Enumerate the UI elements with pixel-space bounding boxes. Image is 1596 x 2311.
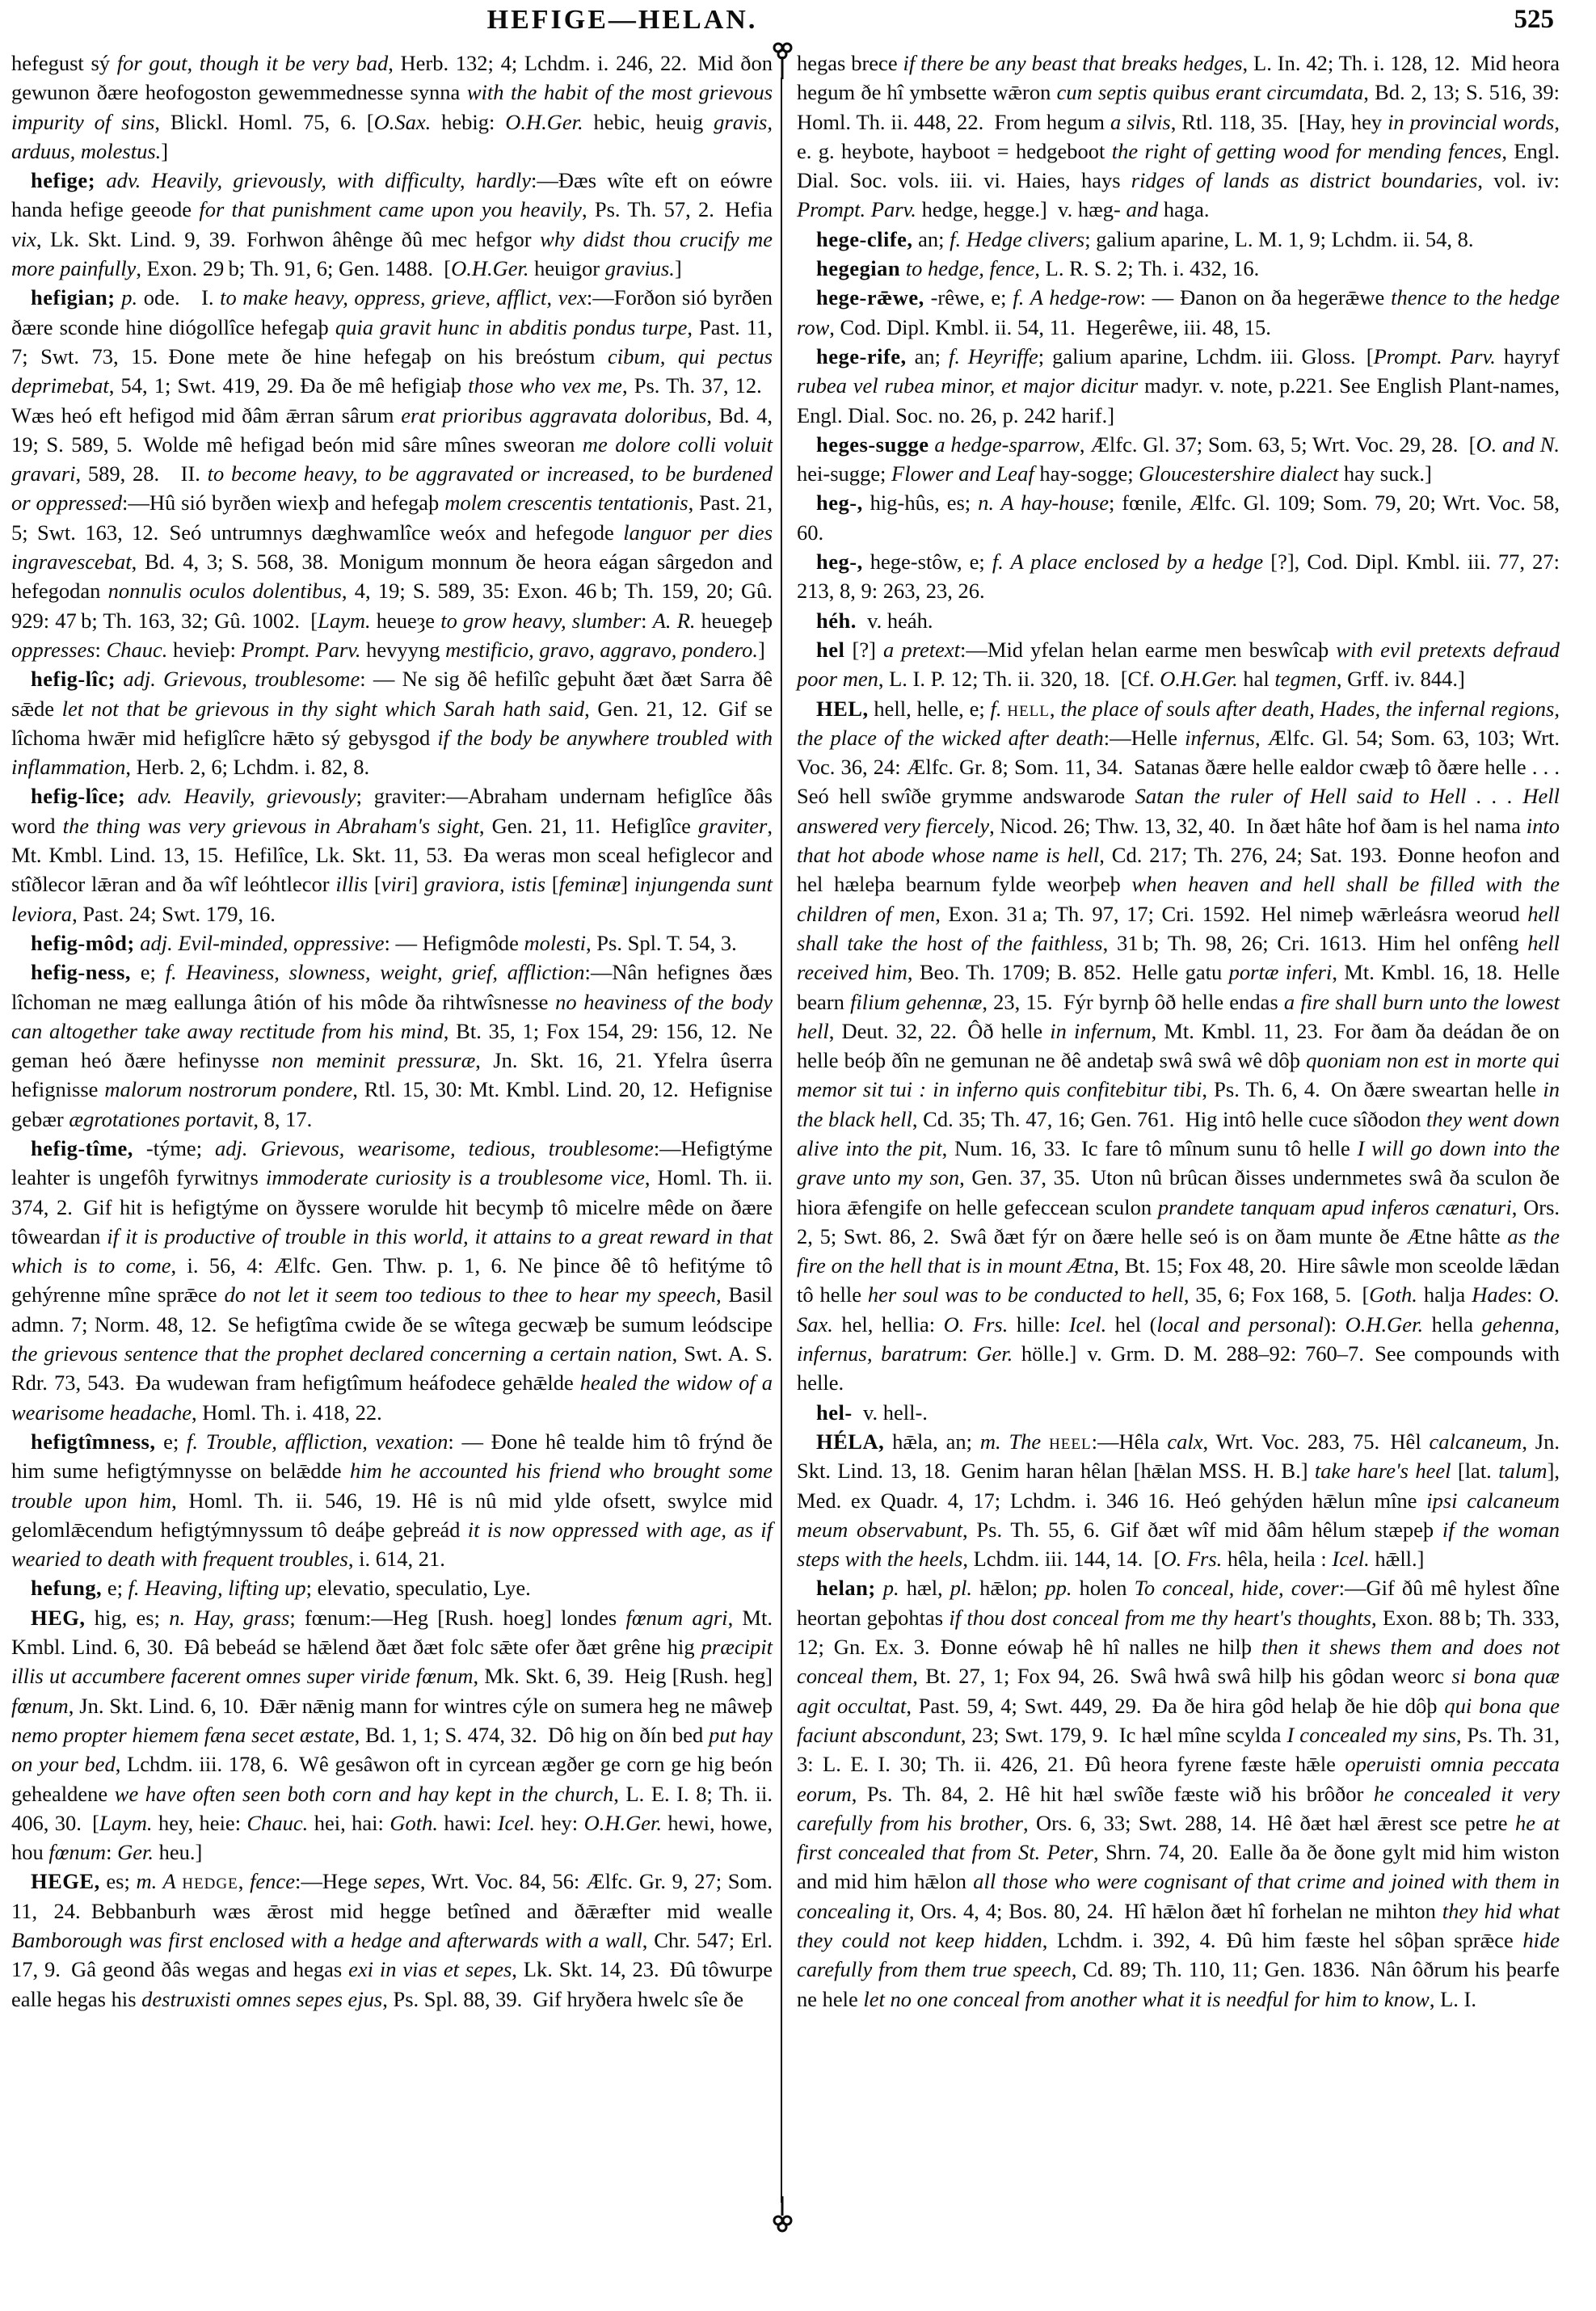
dictionary-entry: hel [?] a pretext:—Mid yfelan helan earme men beswîcaþ with evil pretexts defraud poor men, L. I. P. 12; Th. ii. 320, 18. [Cf. O.H.Ger. hal tegmen, Grff. iv. 844.] [797,637,1560,692]
left-column [11,48,773,2014]
dictionary-entry: heg-, hig-hûs, es; n. A hay-house; fœnile, Ælfc. Gl. 109; Som. 79, 20; Wrt. Voc. 58, 60. [797,490,1560,545]
dictionary-entry: hege-clife, an; f. Hedge clivers; galium aparine, L. M. 1, 9; Lchdm. ii. 54, 8. [816,226,1474,251]
dictionary-entry: HÉLA, hǣla, an; m. The heel:—Hêla calx, Wrt. Voc. 283, 75. Hêl calcaneum, Jn. Skt. Lind. 13, 18. Genim haran hêlan [hǣlan MSS. H. B.] take hare's heel [lat. talum], Med. ex Quadr. 4, 17; Lchdm. i. 346 16. Heó gehýden hǣlun mîne ipsi calcaneum meum observabunt, Ps. Th. 55, 6. Gif ðæt wîf mid ðâm hêlum stæpeþ if the woman steps with the heels, Lchdm. iii. 144, 14. [O. Frs. hêla, heila : Icel. hǣll.] [797,1429,1560,1572]
dictionary-entry: HEG, hig, es; n. Hay, grass; fœnum:—Heg [Rush. hoeg] londes fœnum agri, Mt. Kmbl. Lind. 6, 30. Ðâ bebeád se hǣlend ðæt ðæt folc sǣte ofer ðæt grêne hig præcipit illis ut accumbere facerent omnes super viride fœnum, Mk. Skt. 6, 39. Heig [Rush. heg] fœnum, Jn. Skt. Lind. 6, 10. Ðǣr nǣnig mann for wintres cýle on sumera heg ne mâweþ nemo propter hiemem fæna secet æstate, Bd. 1, 1; S. 474, 32. Dô hig on ðín bed put hay on your bed, Lchdm. iii. 178, 6. Wê gesâwon oft in cyrcean ægðer ge corn ge hig beón gehealdene we have often seen both corn and hay kept in the church, L. E. I. 8; Th. ii. 406, 30. [Laym. hey, heie: Chauc. hei, hai: Goth. hawi: Icel. hey: O.H.Ger. hewi, howe, hou fœnum: Ger. heu.] [11,1605,773,1865]
entry-continuation: hegas brece if there be any beast that breaks hedges, L. In. 42; Th. i. 128, 12. Mid heora hegum ðe hî ymbsette wǣron cum septis quibus erant circumdata, Bd. 2, 13; S. 516, 39: Homl. Th. ii. 448, 22. From hegum a silvis, Rtl. 118, 35. [Hay, hey in provincial words, e. g. heybote, hayboot = hedgeboot the right of getting wood for mending fences, Engl. Dial. Soc. vols. iii. vi. Haies, hays ridges of lands as district boundaries, vol. iv: Prompt. Parv. hedge, hegge.] v. hæg- and haga. [797,51,1560,222]
dictionary-entry: hege-rife, an; f. Heyriffe; galium aparine, Lchdm. iii. Gloss. [Prompt. Parv. hayryf rubea vel rubea minor, et major dicitur madyr. v. note, p.221. See English Plant-names, Engl. Dial. Soc. no. 26, p. 242 harif.] [797,343,1560,427]
dictionary-entry: hefig-tîme, -týme; adj. Grievous, wearisome, tedious, troublesome:—Hefigtýme leahter is ungefôh fyrwitnys immoderate curiosity is a troublesome vice, Homl. Th. ii. 374, 2. Gif hit is hefigtýme on ðyssere worulde hit becymþ tô micelre mêde on ðære tôweardan if it is productive of trouble in this world, it attains to a great reward in that which is to come, i. 56, 4: Ælfc. Gen. Thw. p. 1, 6. Ne þince ðê tô hefitýme tô gehýrenne mîne sprǣce do not let it seem too tedious to thee to hear my speech, Basil admn. 7; Norm. 48, 12. Se hefigtîma cwide ðe se wîtega gecwæþ be sumum leódscipe the grievous sentence that the prophet declared concerning a certain nation, Swt. A. S. Rdr. 73, 543. Ða wudewan fram hefigtîmum heáfodece gehǣlde healed the widow of a wearisome headache, Homl. Th. i. 418, 22. [11,1135,773,1425]
dictionary-entry: hefigtîmness, e; f. Trouble, affliction, vexation: — Ðone hê tealde him tô frýnd ðe him sume hefigtýmnysse on belǣdde him he accounted his friend who brought some trouble upon him, Homl. Th. ii. 546, 19. Hê is nû mid ylde ofsett, swylce mid gelomlǣcendum hefigtýmnyssum tô deáþe geþreád it is now oppressed with age, as if wearied to death with frequent troubles, i. 614, 21. [11,1429,773,1572]
dictionary-entry: HEGE, es; m. A hedge, fence:—Hege sepes, Wrt. Voc. 84, 56: Ælfc. Gr. 9, 27; Som. 11, 24. Bebbanburh wæs ǣrost mid hegge betîned and ðǣræfter mid wealle Bamborough was first enclosed with a hedge and afterwards with a wall, Chr. 547; Erl. 17, 9. Gâ geond ðâs wegas and hegas exi in vias et sepes, Lk. Skt. 14, 23. Ðû tôwurpe ealle hegas his destruxisti omnes sepes ejus, Ps. Spl. 88, 39. Gif hryðera hwelc sîe ðe [11,1869,773,2011]
dictionary-entry: hefig-lîce; adv. Heavily, grievously; graviter:—Abraham undernam hefiglîce ðâs word the thing was very grievous in Abraham's sight, Gen. 21, 11. Hefiglîce graviter, Mt. Kmbl. Lind. 13, 15. Hefilîce, Lk. Skt. 11, 53. Ða weras mon sceal hefiglecor and stîðlecor lǣran and ða wîf leóhtlecor illis [viri] graviora, istis [feminæ] injungenda sunt leviora, Past. 24; Swt. 179, 16. [11,784,773,926]
dictionary-entry: heges-sugge a hedge-sparrow, Ælfc. Gl. 37; Som. 63, 5; Wrt. Voc. 29, 28. [O. and N. hei-sugge; Flower and Leaf hay-sogge; Gloucestershire dialect hay suck.] [797,431,1560,486]
dictionary-entry: hefig-môd; adj. Evil-minded, oppressive: — Hefigmôde molesti, Ps. Spl. T. 54, 3. [31,930,737,955]
dictionary-entry: hefig-lîc; adj. Grievous, troublesome: — Ne sig ðê hefilîc geþuht ðæt ðæt Sarra ðê sǣde let not that be grievous in thy sight which Sarah hath said, Gen. 21, 12. Gif se lîchoma hwǣr mid hefiglîcre hǣto sý gebysgod if the body be anywhere troubled with inflammation, Herb. 2, 6; Lchdm. i. 82, 8. [11,667,773,780]
dictionary-entry: hel- v. hell-. [816,1400,928,1425]
dictionary-entry: hege-rǣwe, -rêwe, e; f. A hedge-row: — Ðanon on ða hegerǣwe thence to the hedge row, Cod. Dipl. Kmbl. ii. 54, 11. Hegerêwe, iii. 48, 15. [797,285,1560,339]
dictionary-entry: hegegian to hedge, fence, L. R. S. 2; Th. i. 432, 16. [816,256,1260,281]
page-header [0,0,1596,45]
dictionary-entry: hefig-ness, e; f. Heaviness, slowness, weight, grief, affliction:—Nân hefignes ðæs lîchoman ne mæg eallunga âtión of his môde ða rihtwîsnesse no heaviness of the body can altogether take away rectitude from his mind, Bt. 35, 1; Fox 154, 29: 156, 12. Ne geman heó ðære hefinysse non meminit pressuræ, Jn. Skt. 16, 21. Yfelra ûserra hefignisse malorum nostrorum pondere, Rtl. 15, 30: Mt. Kmbl. Lind. 20, 12. Hefignise gebær ægrotationes portavit, 8, 17. [11,960,773,1131]
entry-continuation: hefegust sý for gout, though it be very bad, Herb. 132; 4; Lchdm. i. 246, 22. Mid ðon gewunon ðære heofogoston gewemmednesse synna with the habit of the most grievous impurity of sins, Blickl. Homl. 75, 6. [O.Sax. hebig: O.H.Ger. hebic, heuig gravis, arduus, molestus.] [11,51,773,163]
dictionary-entry: hefung, e; f. Heaving, lifting up; elevatio, speculatio, Lye. [31,1576,531,1601]
dictionary-entry: hefigian; p. ode. I. to make heavy, oppress, grieve, afflict, vex:—Forðon sió byrðen ðære sconde hine diógollîce hefegaþ quia gravit hunc in abditis pondus turpe, Past. 11, 7; Swt. 73, 15. Ðone mete ðe hine hefegaþ on his breóstum cibum, qui pectus deprimebat, 54, 1; Swt. 419, 29. Ða ðe mê hefigiaþ those who vex me, Ps. Th. 37, 12. Wæs heó eft hefigod mid ðâm ǣrran sârum erat prioribus aggravata doloribus, Bd. 4, 19; S. 589, 5. Wolde mê hefigad beón mid sâre mînes sweoran me dolore colli voluit gravari, 589, 28. II. to become heavy, to be aggravated or increased, to be burdened or oppressed:—Hû sió byrðen wiexþ and hefegaþ molem crescentis tentationis, Past. 21, 5; Swt. 163, 12. Seó untrumnys dæghwamlîce weóx and hefegode languor per dies ingravescebat, Bd. 4, 3; S. 568, 38. Monigum monnum ðe heora eágan sârgedon and hefegodan nonnulis oculos dolentibus, 4, 19; S. 589, 35: Exon. 46 b; Th. 159, 20; Gû. 929: 47 b; Th. 163, 32; Gû. 1002. [Laym. heueȝe to grow heavy, slumber: A. R. heuegeþ oppresses: Chauc. hevieþ: Prompt. Parv. hevyyng mestificio, gravo, aggravo, pondero.] [11,285,773,662]
printer-ornament-icon [770,42,794,79]
printer-ornament-icon [770,2196,794,2233]
dictionary-entry: helan; p. hæl, pl. hǣlon; pp. holen To conceal, hide, cover:—Gif ðû mê hylest ðîne heortan geþohtas if thou dost conceal from me thy heart's thoughts, Exon. 88 b; Th. 333, 12; Gn. Ex. 3. Ðonne eówaþ hê hî nalles ne hilþ then it shews them and does not conceal them, Bt. 27, 1; Fox 94, 26. Swâ hwâ swâ hilþ his gôdan weorc si bona quæ agit occultat, Past. 59, 4; Swt. 449, 29. Ða ðe hira gôd helaþ ðe hie dôþ qui bona que faciunt abscondunt, 23; Swt. 179, 9. Ic hæl mîne scylda I concealed my sins, Ps. Th. 31, 3: L. E. I. 30; Th. ii. 426, 21. Ðû heora fyrene fæste hǣle operuisti omnia peccata eorum, Ps. Th. 84, 2. Hê hit hæl swîðe fæste wið his brôðor he concealed it very carefully from his brother, Ors. 6, 33; Swt. 288, 14. Hê ðæt hæl ǣrest sce petre he at first concealed that from St. Peter, Shrn. 74, 20. Ealle ða ðe ðone gylt mid him wiston and mid him hǣlon all those who were cognisant of that crime and joined with them in concealing it, Ors. 4, 4; Bos. 80, 24. Hî hǣlon ðæt hî forhelan ne mihton they hid what they could not keep hidden, Lchdm. i. 392, 4. Ðû him fæste hel sôþan sprǣce hide carefully from them true speech, Cd. 89; Th. 110, 11; Gen. 1836. Nân ôðrum his þearfe ne hele let no one conceal from another what it is needful for him to know, L. I. [797,1576,1560,2011]
right-column [797,48,1560,2014]
column-divider-rule [781,78,782,2203]
page-title: HEFIGE—HELAN. [486,5,758,35]
dictionary-entry: hefige; adv. Heavily, grievously, with difficulty, hardly:—Ðæs wîte eft on eówre handa hefige geeode for that punishment came upon you heavily, Ps. Th. 57, 2. Hefia vix, Lk. Skt. Lind. 9, 39. Forhwon âhênge ðû mec hefgor why didst thou crucify me more painfully, Exon. 29 b; Th. 91, 6; Gen. 1488. [O.H.Ger. heuigor gravius.] [11,168,773,281]
page-number: 525 [1514,5,1554,34]
dictionary-entry: HEL, hell, helle, e; f. hell, the place of souls after death, Hades, the infernal regions, the place of the wicked after death:—Helle infernus, Ælfc. Gl. 54; Som. 63, 103; Wrt. Voc. 36, 24: Ælfc. Gr. 8; Som. 11, 34. Satanas ðære helle ealdor cwæþ tô ðære helle . . . Seó hell swîðe grymme andswarode Satan the ruler of Hell said to Hell . . . Hell answered very fiercely, Nicod. 26; Thw. 13, 32, 40. In ðæt hâte hof ðam is hel nama into that hot abode whose name is hell, Cd. 217; Th. 276, 24; Sat. 193. Ðonne heofon and hel hæleþa bearnum fylde weorþeþ when heaven and hell shall be filled with the children of men, Exon. 31 a; Th. 97, 17; Cri. 1592. Hel nimeþ wǣrleásra weorud hell shall take the host of the faithless, 31 b; Th. 98, 26; Cri. 1613. Him hel onfêng hell received him, Beo. Th. 1709; B. 852. Helle gatu portæ inferi, Mt. Kmbl. 16, 18. Helle bearn filium gehennæ, 23, 15. Fýr byrnþ ôð helle endas a fire shall burn unto the lowest hell, Deut. 32, 22. Ôð helle in infernum, Mt. Kmbl. 11, 23. For ðam ða deádan ðe on helle beóþ ðîn ne gemunan ne ðê andetaþ swâ swâ wê dôþ quoniam non est in morte qui memor sit tui : in inferno quis confitebitur tibi, Ps. Th. 6, 4. On ðære sweartan helle in the black hell, Cd. 35; Th. 47, 16; Gen. 761. Hig intô helle cuce sîðodon they went down alive into the pit, Num. 16, 33. Ic fare tô mînum sunu tô helle I will go down into the grave unto my son, Gen. 37, 35. Uton nû brûcan ðisses undernmetes swâ ða sculon ðe hiora ǣfengife on helle gefeccean sculon prandete tanquam apud inferos cænaturi, Ors. 2, 5; Swt. 86, 2. Swâ ðæt fýr on ðære helle seó is on ðam munte ðe Ætne hâtte as the fire on the hell that is in mount Ætna, Bt. 15; Fox 48, 20. Hire sâwle mon sceolde lǣdan tô helle her soul was to be conducted to hell, 35, 6; Fox 168, 5. [Goth. halja Hades: O. Sax. hel, hellia: O. Frs. hille: Icel. hel (local and personal): O.H.Ger. hella gehenna, infernus, baratrum: Ger. hölle.] v. Grm. D. M. 288–92: 760–7. See compounds with helle. [797,696,1560,1395]
dictionary-entry: héh. v. heáh. [816,608,933,633]
dictionary-entry: heg-, hege-stôw, e; f. A place enclosed by a hedge [?], Cod. Dipl. Kmbl. iii. 77, 27: 213, 8, 9: 263, 23, 26. [797,549,1560,604]
